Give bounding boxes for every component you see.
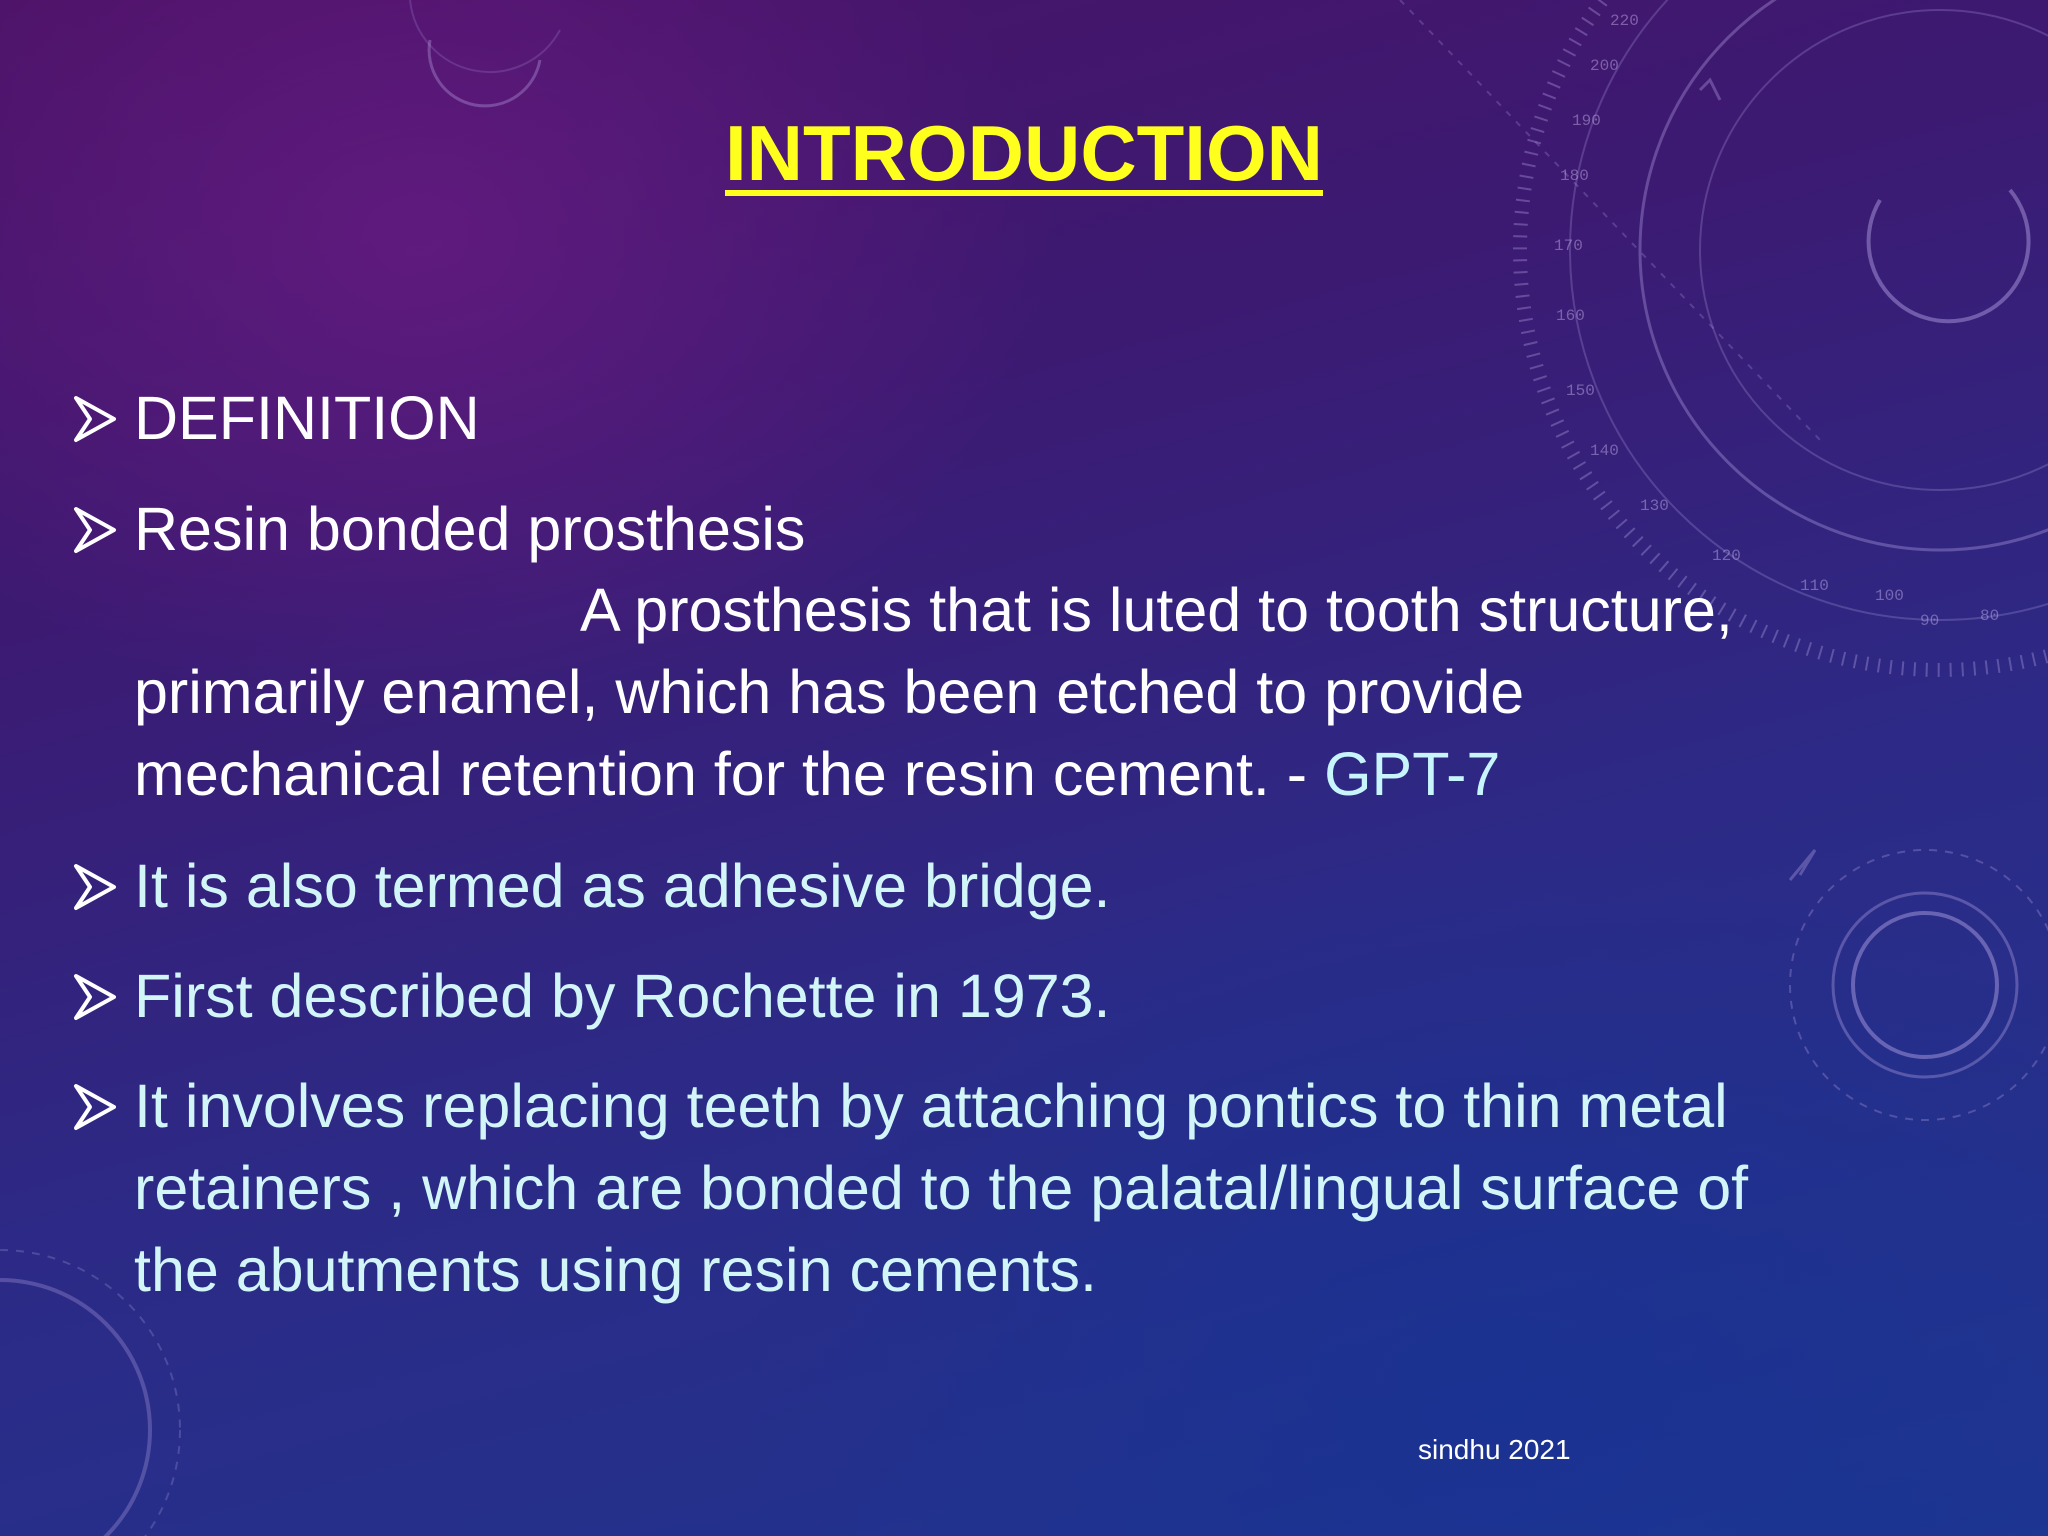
bullet-text: DEFINITION	[134, 384, 480, 452]
dial-tick-label: 200	[1590, 57, 1619, 75]
definition-line: A prosthesis that is luted to tooth structure,	[580, 576, 1733, 644]
definition-source: GPT-7	[1324, 740, 1501, 808]
footer-credit: sindhu 2021	[1418, 1434, 1571, 1465]
dial-tick-label: 150	[1566, 382, 1595, 400]
dial-tick-label: 170	[1554, 237, 1583, 255]
bullet-text: First described by Rochette in 1973.	[134, 962, 1111, 1030]
definition-line: primarily enamel, which has been etched to provide	[134, 658, 1525, 726]
bullet-text: Resin bonded prosthesis	[134, 495, 806, 563]
dial-tick-label: 160	[1556, 307, 1585, 325]
arrowhead-bullet-icon	[70, 956, 126, 1037]
arrowhead-bullet-icon	[70, 378, 126, 459]
dial-tick-label: 100	[1875, 587, 1904, 605]
definition-line-last	[134, 734, 1500, 815]
bullet-text-line: It involves replacing teeth by attaching pontics to thin metal	[134, 1072, 1728, 1140]
arrowhead-bullet-icon	[70, 489, 126, 570]
slide-title	[0, 108, 2048, 199]
slide-title-text: INTRODUCTION	[725, 109, 1323, 197]
arrowhead-bullet-icon	[70, 1066, 126, 1147]
dial-tick-label: 90	[1920, 612, 1940, 630]
bullet-text-line: retainers , which are bonded to the palatal/lingual surface of	[134, 1154, 1749, 1222]
dial-tick-label: 80	[1980, 607, 2000, 625]
dial-tick-label: 220	[1610, 12, 1639, 30]
dial-tick-label: 140	[1590, 442, 1619, 460]
dial-tick-label: 130	[1640, 497, 1669, 515]
arrowhead-bullet-icon	[70, 846, 126, 927]
bullet-text-line: the abutments using resin cements.	[134, 1236, 1097, 1304]
dial-tick-label: 110	[1800, 577, 1829, 595]
definition-text: mechanical retention for the resin cement. -	[134, 740, 1325, 808]
dial-tick-label: 120	[1712, 547, 1741, 565]
dial-tick-label: 190	[1572, 112, 1601, 130]
dial-tick-label: 180	[1560, 167, 1589, 185]
bullet-text: It is also termed as adhesive bridge.	[134, 852, 1111, 920]
